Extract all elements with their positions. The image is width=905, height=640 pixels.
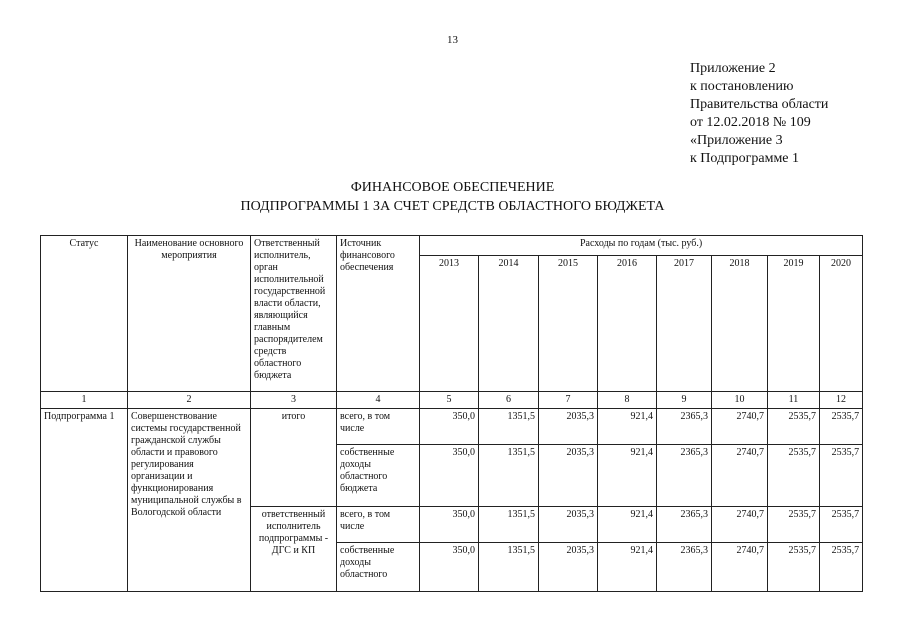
header-year: 2019 (768, 256, 820, 392)
value-cell: 2535,7 (820, 445, 863, 507)
value-cell: 921,4 (598, 507, 657, 543)
value-cell: 350,0 (420, 409, 479, 445)
value-cell: 350,0 (420, 445, 479, 507)
value-cell: 350,0 (420, 543, 479, 592)
value-cell: 2035,3 (539, 409, 598, 445)
header-year: 2017 (657, 256, 712, 392)
value-cell: 1351,5 (479, 507, 539, 543)
value-cell: 2535,7 (768, 507, 820, 543)
source-cell: собственные доходы областного бюджета (337, 445, 420, 507)
document-subtitle: ПОДПРОГРАММЫ 1 ЗА СЧЕТ СРЕДСТВ ОБЛАСТНОГО БЮДЖЕТА (240, 199, 665, 214)
value-cell: 2740,7 (712, 409, 768, 445)
header-executor: Ответственный исполнитель, орган исполнительной государственной власти области, являющийся главным распорядителем средств областного бюджета (251, 236, 337, 392)
value-cell: 2535,7 (768, 445, 820, 507)
column-number: 4 (337, 392, 420, 409)
column-number-row (41, 392, 863, 409)
appendix-line: от 12.02.2018 № 109 (690, 115, 811, 130)
appendix-block (690, 60, 828, 168)
header-source: Источник финансового обеспечения (337, 236, 420, 392)
document-title: ФИНАНСОВОЕ ОБЕСПЕЧЕНИЕ (350, 180, 555, 195)
column-number: 10 (712, 392, 768, 409)
appendix-line: к постановлению (690, 79, 794, 94)
value-cell: 2035,3 (539, 445, 598, 507)
header-year: 2014 (479, 256, 539, 392)
value-cell: 2535,7 (820, 409, 863, 445)
column-number: 11 (768, 392, 820, 409)
column-number: 3 (251, 392, 337, 409)
header-year: 2016 (598, 256, 657, 392)
value-cell: 1351,5 (479, 445, 539, 507)
value-cell: 921,4 (598, 409, 657, 445)
value-cell: 2740,7 (712, 507, 768, 543)
appendix-line: «Приложение 3 (690, 133, 783, 148)
value-cell: 921,4 (598, 543, 657, 592)
value-cell: 350,0 (420, 507, 479, 543)
value-cell: 2535,7 (820, 543, 863, 592)
status-cell: Подпрограмма 1 (41, 409, 128, 592)
column-number: 1 (41, 392, 128, 409)
value-cell: 2740,7 (712, 445, 768, 507)
header-year: 2015 (539, 256, 598, 392)
header-row (41, 236, 863, 256)
column-number: 2 (128, 392, 251, 409)
column-number: 6 (479, 392, 539, 409)
header-year: 2013 (420, 256, 479, 392)
column-number: 12 (820, 392, 863, 409)
column-number: 9 (657, 392, 712, 409)
source-cell: собственные доходы областного (337, 543, 420, 592)
value-cell: 2365,3 (657, 543, 712, 592)
source-cell: всего, в том числе (337, 409, 420, 445)
appendix-line: Приложение 2 (690, 61, 776, 76)
table-row (41, 409, 863, 445)
appendix-line: Правительства области (690, 97, 829, 112)
value-cell: 2035,3 (539, 543, 598, 592)
value-cell: 2365,3 (657, 445, 712, 507)
column-number: 5 (420, 392, 479, 409)
header-measure: Наименование основного мероприятия (128, 236, 251, 392)
value-cell: 2535,7 (820, 507, 863, 543)
value-cell: 1351,5 (479, 543, 539, 592)
value-cell: 1351,5 (479, 409, 539, 445)
header-expenses: Расходы по годам (тыс. руб.) (420, 236, 863, 256)
value-cell: 2365,3 (657, 409, 712, 445)
value-cell: 2035,3 (539, 507, 598, 543)
value-cell: 2365,3 (657, 507, 712, 543)
value-cell: 2535,7 (768, 543, 820, 592)
value-cell: 2740,7 (712, 543, 768, 592)
executor-responsible-cell: ответственный исполнитель подпрограммы - ДГС и КП (251, 507, 337, 592)
source-cell: всего, в том числе (337, 507, 420, 543)
column-number: 7 (539, 392, 598, 409)
executor-total-cell: итого (251, 409, 337, 507)
header-status: Статус (41, 236, 128, 392)
column-number: 8 (598, 392, 657, 409)
appendix-line: к Подпрограмме 1 (690, 151, 800, 166)
value-cell: 2535,7 (768, 409, 820, 445)
financing-table (40, 235, 863, 592)
value-cell: 921,4 (598, 445, 657, 507)
header-year: 2018 (712, 256, 768, 392)
measure-cell: Совершенствование системы государственной гражданской службы области и правового регулирования организации и функционирования муниципальной службы в Вологодской области (128, 409, 251, 592)
page-number: 13 (447, 34, 458, 46)
header-year: 2020 (820, 256, 863, 392)
